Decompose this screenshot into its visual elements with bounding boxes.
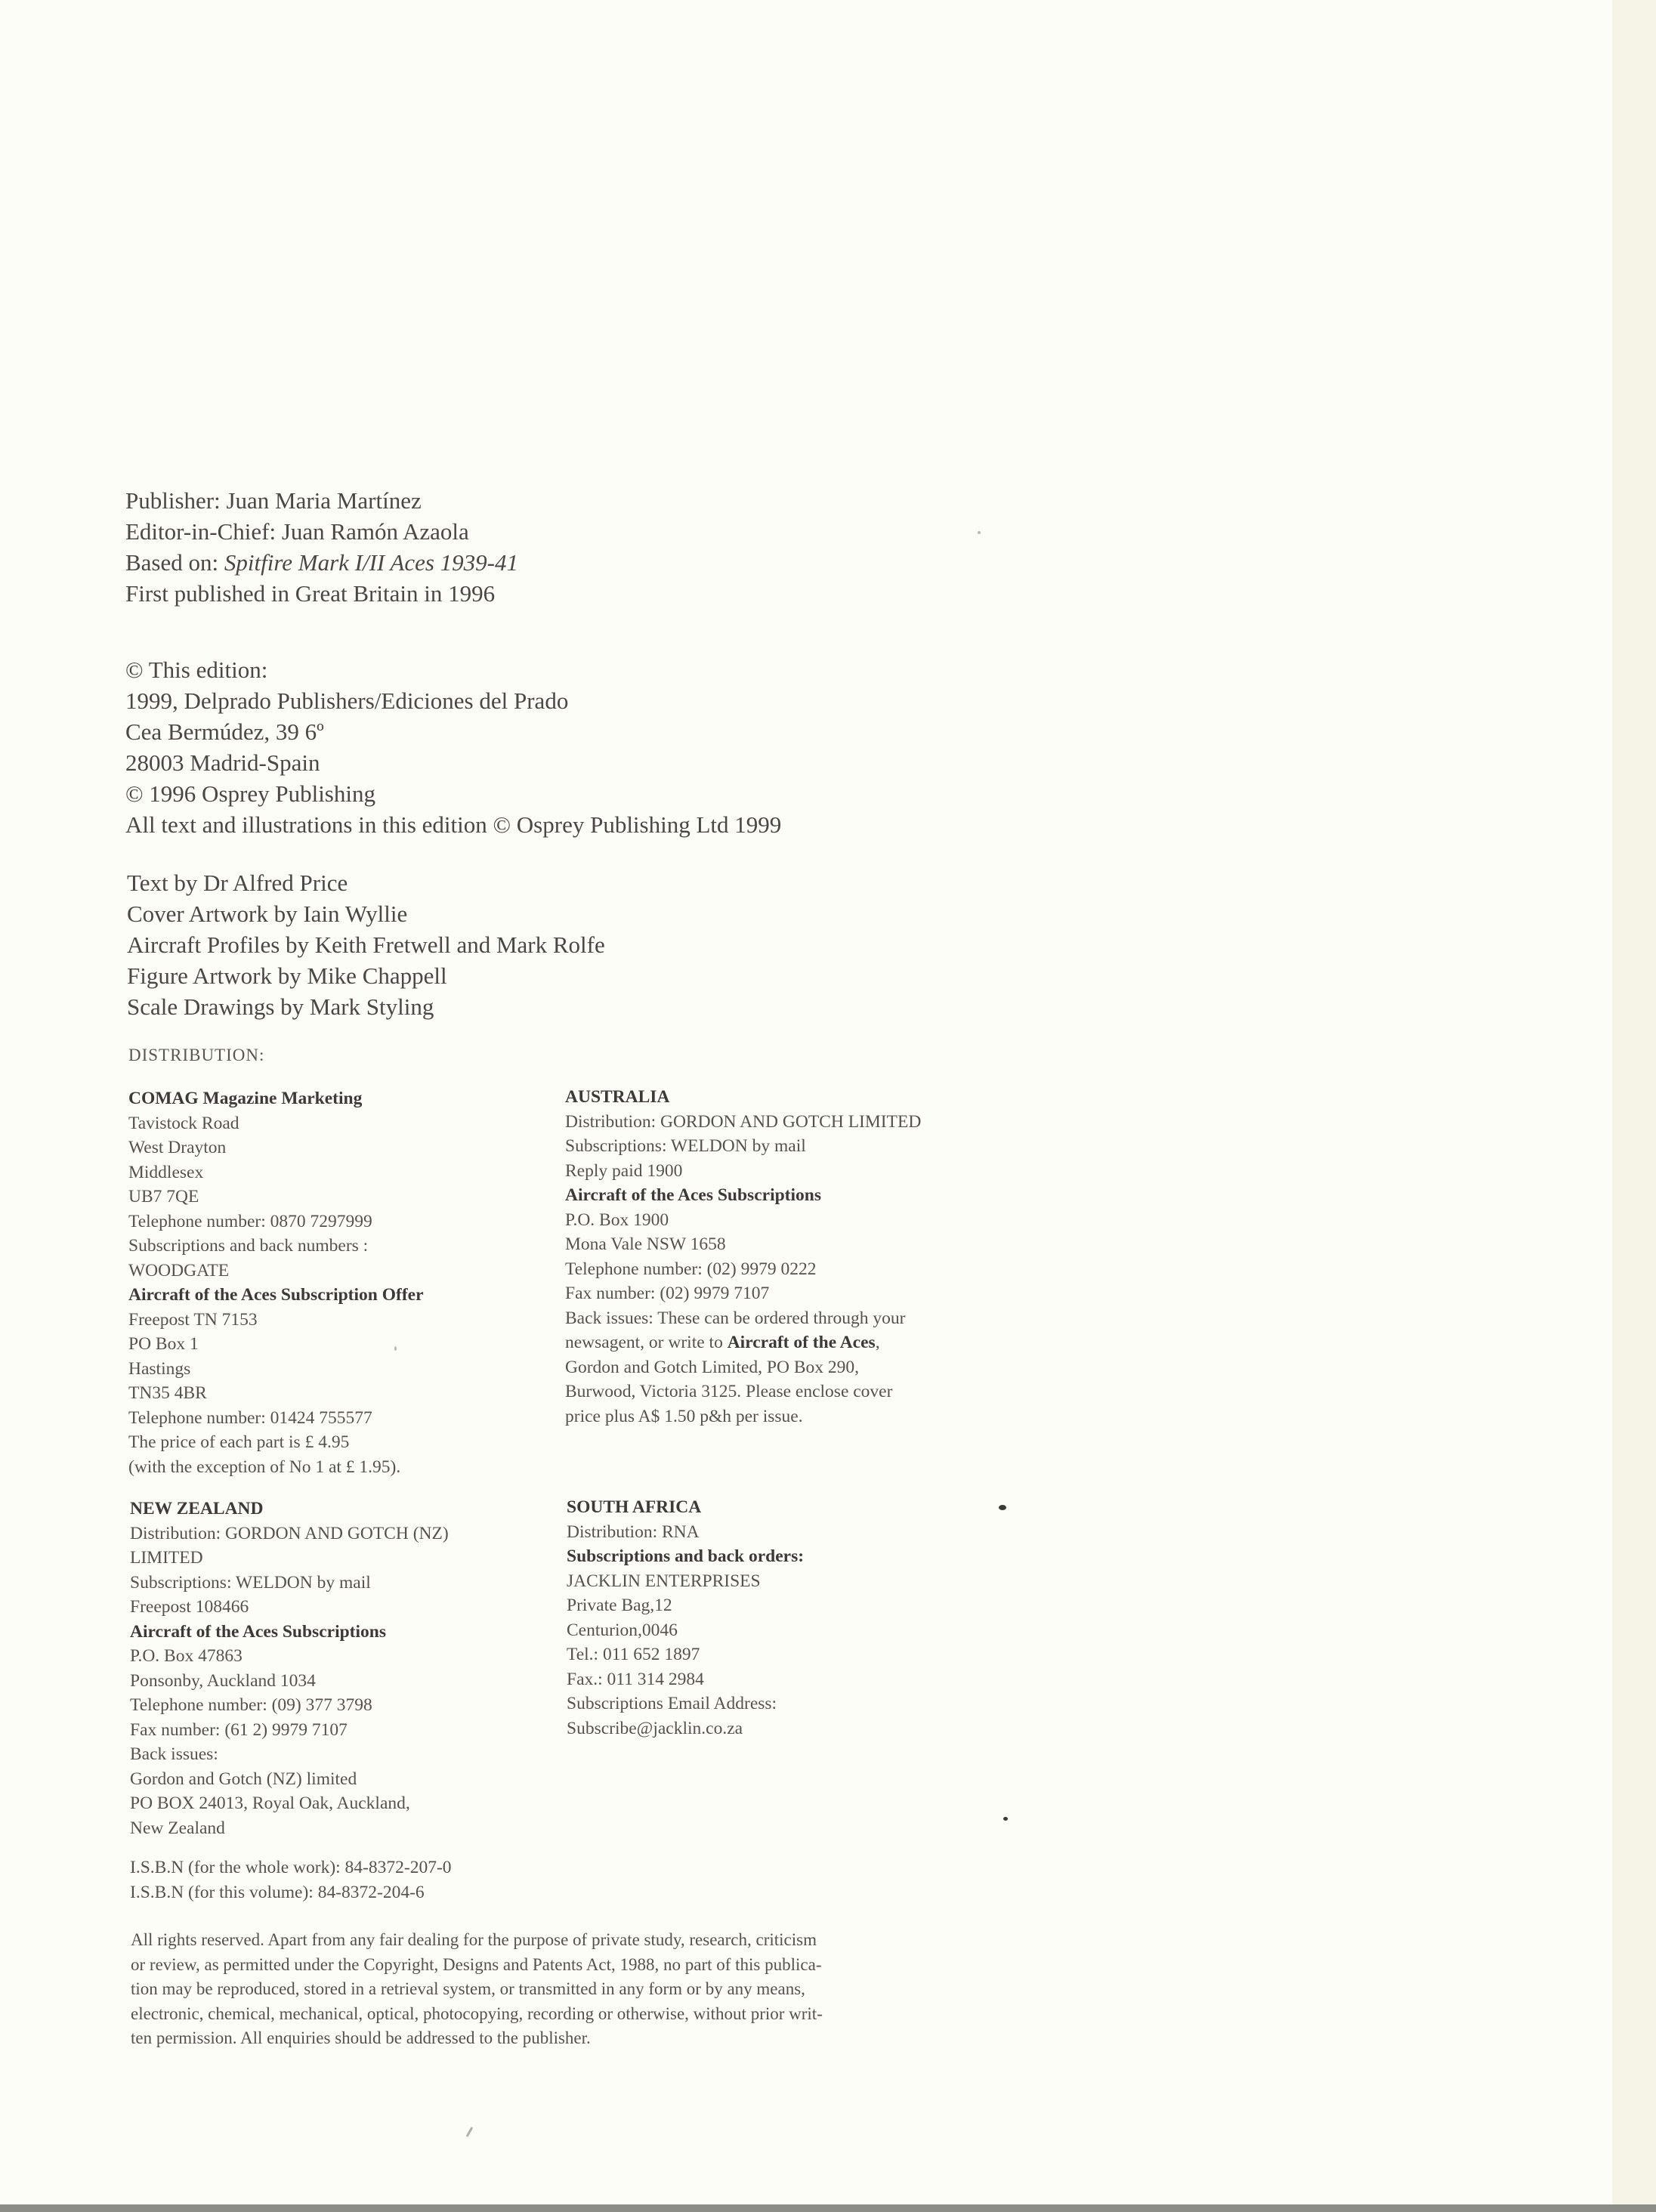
uk-price-line: (with the exception of No 1 at £ 1.95). xyxy=(128,1457,401,1477)
first-published-line: First published in Great Britain in 1996 xyxy=(125,580,496,607)
australia-telephone: Telephone number: (02) 9979 0222 xyxy=(565,1259,817,1279)
copyright-block xyxy=(125,654,781,840)
australia-fax: Fax number: (02) 9979 7107 xyxy=(565,1284,770,1303)
contributor-line: Text by Dr Alfred Price xyxy=(127,870,348,896)
australia-back-issues-suffix: , xyxy=(875,1333,880,1352)
australia-back-issues-line: Gordon and Gotch Limited, PO Box 290, xyxy=(565,1357,860,1377)
australia-address-line: Mona Vale NSW 1658 xyxy=(565,1234,726,1254)
contributor-line: Aircraft Profiles by Keith Fretwell and Mark Rolfe xyxy=(127,931,605,958)
nz-address-line: Ponsonby, Auckland 1034 xyxy=(130,1670,316,1691)
scan-speck xyxy=(1003,1817,1008,1821)
nz-back-issues-line: Gordon and Gotch (NZ) limited xyxy=(130,1769,357,1789)
australia-subscriptions: Subscriptions: WELDON by mail xyxy=(565,1136,806,1156)
uk-subscriptions-label: Subscriptions and back numbers : xyxy=(128,1236,369,1256)
editor-line: Editor-in-Chief: Juan Ramón Azaola xyxy=(125,518,469,545)
distribution-heading: DISTRIBUTION: xyxy=(128,1046,265,1064)
nz-subscriptions: Subscriptions: WELDON by mail xyxy=(130,1572,371,1593)
nz-back-issues-line: Back issues: xyxy=(130,1744,218,1764)
uk-offer-address-line: PO Box 1 xyxy=(128,1334,199,1354)
copyright-line: Cea Bermúdez, 39 6º xyxy=(125,718,324,745)
australia-reply-paid: Reply paid 1900 xyxy=(565,1160,683,1181)
nz-distribution-line: Distribution: GORDON AND GOTCH (NZ) xyxy=(130,1523,449,1543)
scan-speck xyxy=(999,1505,1006,1510)
rights-line: All rights reserved. Apart from any fair dealing for the purpose of private study, research, criticism xyxy=(131,1930,817,1949)
nz-back-issues-line: PO BOX 24013, Royal Oak, Auckland, xyxy=(130,1793,410,1813)
sa-company: JACKLIN ENTERPRISES xyxy=(567,1571,761,1591)
based-on-prefix: Based on: xyxy=(125,549,224,576)
sa-heading: SOUTH AFRICA xyxy=(567,1497,702,1517)
sa-fax: Fax.: 011 314 2984 xyxy=(567,1669,704,1689)
nz-distribution-line: LIMITED xyxy=(130,1548,203,1568)
isbn-whole-work: I.S.B.N (for the whole work): 84-8372-207-0 xyxy=(130,1858,452,1877)
australia-back-issues-prefix: newsagent, or write to xyxy=(565,1333,728,1352)
australia-back-issues-line: Back issues: These can be ordered through your xyxy=(565,1308,906,1328)
isbn-block xyxy=(130,1855,452,1905)
contributor-line: Cover Artwork by Iain Wyllie xyxy=(127,901,408,927)
nz-heading: NEW ZEALAND xyxy=(130,1499,264,1518)
distribution-australia xyxy=(565,1085,921,1429)
based-on-title: Spitfire Mark I/II Aces 1939-41 xyxy=(224,549,519,576)
nz-fax: Fax number: (61 2) 9979 7107 xyxy=(130,1719,348,1740)
copyright-line: 28003 Madrid-Spain xyxy=(125,749,320,776)
publisher-line: Publisher: Juan Maria Martínez xyxy=(125,487,422,514)
page-edge-shadow xyxy=(1612,0,1656,2212)
uk-offer-address-line: Hastings xyxy=(128,1358,191,1379)
australia-distribution: Distribution: GORDON AND GOTCH LIMITED xyxy=(565,1111,922,1132)
rights-line: electronic, chemical, mechanical, optical, photocopying, recording or otherwise, without prior writ- xyxy=(131,2003,823,2023)
distribution-south-africa xyxy=(567,1495,804,1741)
nz-telephone: Telephone number: (09) 377 3798 xyxy=(130,1695,372,1715)
copyright-line: © 1996 Osprey Publishing xyxy=(125,780,375,807)
uk-offer-title: Aircraft of the Aces Subscription Offer xyxy=(128,1285,424,1305)
based-on-line xyxy=(125,547,518,578)
distribution-uk xyxy=(128,1086,424,1479)
contributors-block xyxy=(127,867,605,1022)
australia-back-issues-line xyxy=(565,1330,921,1355)
contributor-line: Figure Artwork by Mike Chappell xyxy=(127,962,447,989)
scan-speck xyxy=(978,531,981,534)
sa-distribution: Distribution: RNA xyxy=(567,1522,700,1542)
nz-back-issues-line: New Zealand xyxy=(130,1818,225,1838)
distribution-new-zealand xyxy=(130,1497,449,1840)
australia-back-issues-line: price plus A$ 1.50 p&h per issue. xyxy=(565,1406,803,1426)
copyright-line: 1999, Delprado Publishers/Ediciones del Prado xyxy=(125,687,569,714)
copyright-line: © This edition: xyxy=(125,656,268,683)
uk-offer-telephone: Telephone number: 01424 755577 xyxy=(128,1407,372,1428)
sa-email: Subscribe@jacklin.co.za xyxy=(567,1718,743,1738)
uk-telephone: Telephone number: 0870 7297999 xyxy=(128,1211,372,1231)
rights-notice xyxy=(131,1928,962,2051)
australia-back-issues-line: Burwood, Victoria 3125. Please enclose cover xyxy=(565,1382,893,1401)
australia-address-line: P.O. Box 1900 xyxy=(565,1209,669,1230)
nz-freepost: Freepost 108466 xyxy=(130,1597,249,1617)
uk-offer-address-line: Freepost TN 7153 xyxy=(128,1309,258,1330)
uk-address-line: Middlesex xyxy=(128,1162,204,1182)
credits-block xyxy=(125,485,518,609)
sa-tel: Tel.: 011 652 1897 xyxy=(567,1645,700,1664)
scan-speck xyxy=(394,1346,397,1351)
rights-line: tion may be reproduced, stored in a retrieval system, or transmitted in any form or by any means, xyxy=(131,1979,805,1998)
australia-heading: AUSTRALIA xyxy=(565,1087,670,1107)
bottom-edge-shadow xyxy=(0,2204,1656,2212)
sa-address-line: Centurion,0046 xyxy=(567,1620,678,1640)
uk-company: COMAG Magazine Marketing xyxy=(128,1089,363,1108)
uk-address-line: Tavistock Road xyxy=(128,1113,239,1133)
nz-address-line: P.O. Box 47863 xyxy=(130,1646,243,1666)
nz-subs-title: Aircraft of the Aces Subscriptions xyxy=(130,1621,386,1642)
copyright-line: All text and illustrations in this edition © Osprey Publishing Ltd 1999 xyxy=(125,811,782,838)
rights-line: or review, as permitted under the Copyright, Designs and Patents Act, 1988, no part of this publica- xyxy=(131,1954,822,1974)
sa-subs-title: Subscriptions and back orders: xyxy=(567,1546,805,1566)
uk-offer-address-line: TN35 4BR xyxy=(128,1383,207,1403)
sa-address-line: Private Bag,12 xyxy=(567,1596,672,1615)
scan-speck xyxy=(466,2127,474,2137)
rights-line: ten permission. All enquiries should be addressed to the publisher. xyxy=(131,2028,591,2047)
uk-subscriptions-company: WOODGATE xyxy=(128,1260,230,1281)
uk-address-line: West Drayton xyxy=(128,1138,227,1157)
sa-email-label: Subscriptions Email Address: xyxy=(567,1694,777,1713)
uk-address-line: UB7 7QE xyxy=(128,1187,199,1206)
uk-price-line: The price of each part is £ 4.95 xyxy=(128,1432,350,1452)
australia-back-issues-bold: Aircraft of the Aces xyxy=(727,1333,876,1352)
australia-subs-title: Aircraft of the Aces Subscriptions xyxy=(565,1185,821,1205)
isbn-this-volume: I.S.B.N (for this volume): 84-8372-204-6 xyxy=(130,1882,425,1902)
contributor-line: Scale Drawings by Mark Styling xyxy=(127,993,434,1020)
